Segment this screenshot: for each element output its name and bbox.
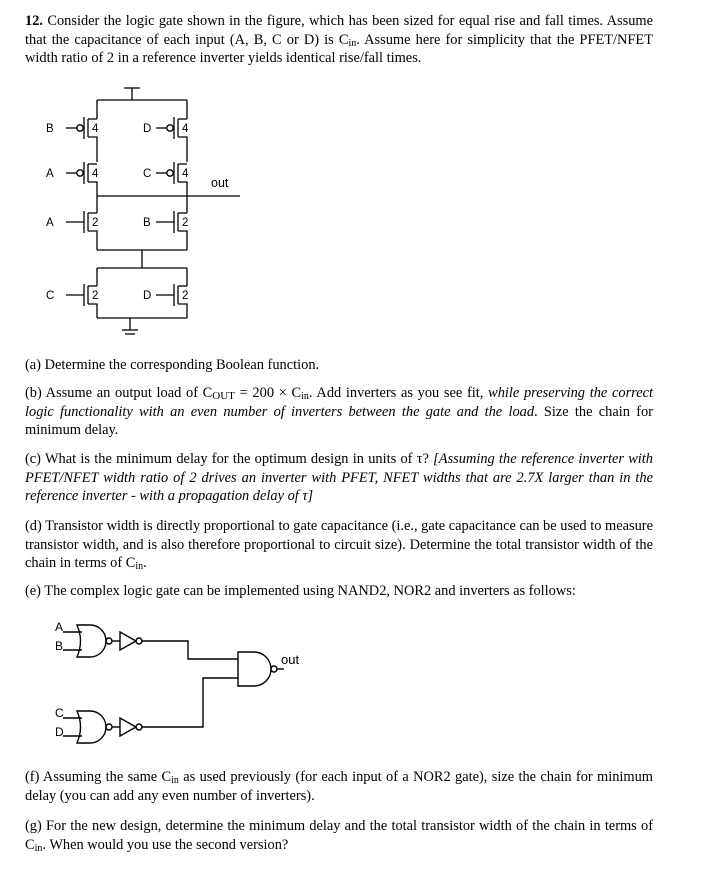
inverter-2 xyxy=(120,718,142,736)
pmos-b-width: 4 xyxy=(92,123,99,135)
nmos-c-width: 2 xyxy=(92,290,99,302)
nmos-b-input: B xyxy=(143,217,151,229)
nmos-a-width: 2 xyxy=(92,217,99,229)
nmos-a-input: A xyxy=(46,217,54,229)
part-f-end: as used previously (for each input of a NOR2 gate), size the chain for minimum delay (you can add any even number of inverters). xyxy=(25,769,654,804)
part-f xyxy=(25,768,653,805)
nand-gate-cd xyxy=(63,711,120,743)
nmos-d-width: 2 xyxy=(182,290,189,302)
pmos-a-width: 4 xyxy=(92,168,99,180)
pmos-d-width: 4 xyxy=(182,123,189,135)
part-b-end: . Size the chain for minimum delay. xyxy=(25,403,653,438)
gate-input-b: B xyxy=(55,639,64,653)
part-b-mid: = 200 × C xyxy=(234,385,302,401)
part-c-italic: [Assuming the reference inverter with PFET/NFET width ratio of 2 drives an inverter with PFET, NFET widths that are 2.7X larger than in the reference inverter - with a propagation delay of τ] xyxy=(25,451,653,504)
nmos-c-input: C xyxy=(46,290,55,302)
part-b-italic: while preserving the correct logic functionality with an even number of inverters between the gate and the load xyxy=(25,385,654,420)
intro-text: Consider the logic gate shown in the figure, which has been sized for equal rise and fall times. Assume that the capacitance of each input (A, B, C or D) is C xyxy=(25,13,653,48)
part-b-mid2: . Add inverters as you see fit, xyxy=(308,385,489,401)
gate-output-label: out xyxy=(281,652,300,667)
part-c-text: (c) What is the minimum delay for the optimum design in units of τ? xyxy=(25,451,434,467)
part-b-text: (b) Assume an output load of C xyxy=(25,385,213,401)
part-g-text: (g) For the new design, determine the minimum delay and the total transistor width of the chain in terms of C xyxy=(25,818,653,853)
part-b-sub-in: in xyxy=(301,391,309,402)
output-label: out xyxy=(211,176,229,190)
part-d-text: (d) Transistor width is directly proportional to gate capacitance (i.e., gate capacitance can be used to measure transistor width, and is also therefore proportional to circuit size). Determine the total transistor width of the chain in terms of C xyxy=(25,518,653,571)
part-e-text: (e) The complex logic gate can be implemented using NAND2, NOR2 and inverters as follows: xyxy=(25,583,576,599)
problem-number: 12. xyxy=(25,13,43,29)
part-g-end: . When would you use the second version? xyxy=(42,836,289,853)
intro-text-end: . Assume here for simplicity that the PFET/NFET width ratio of 2 in a reference inverter yields identical rise/fall times. xyxy=(25,31,653,66)
part-a-text: (a) Determine the corresponding Boolean function. xyxy=(25,357,320,373)
pmos-c-width: 4 xyxy=(182,168,189,180)
output-gate xyxy=(238,652,284,686)
pmos-b-input: B xyxy=(46,123,54,135)
part-d-end: . xyxy=(143,555,147,571)
part-b-sub-out: OUT xyxy=(212,390,235,402)
part-g xyxy=(25,817,653,854)
gate-input-d: D xyxy=(55,725,64,739)
pmos-d-input: D xyxy=(143,123,152,135)
inverter-1 xyxy=(120,632,142,650)
part-f-sub: in xyxy=(171,775,179,786)
gate-input-c: C xyxy=(55,706,64,720)
part-f-text: (f) Assuming the same C xyxy=(25,769,172,785)
nmos-d-input: D xyxy=(143,290,152,302)
part-d-sub: in xyxy=(135,561,144,572)
part-g-sub: in xyxy=(34,842,43,854)
gate-input-a: A xyxy=(55,620,64,634)
pmos-a-input: A xyxy=(46,168,54,180)
nand-gate-ab xyxy=(63,625,120,657)
intro-sub: in xyxy=(348,37,357,49)
nmos-b-width: 2 xyxy=(182,217,189,229)
pmos-c-input: C xyxy=(143,168,152,180)
